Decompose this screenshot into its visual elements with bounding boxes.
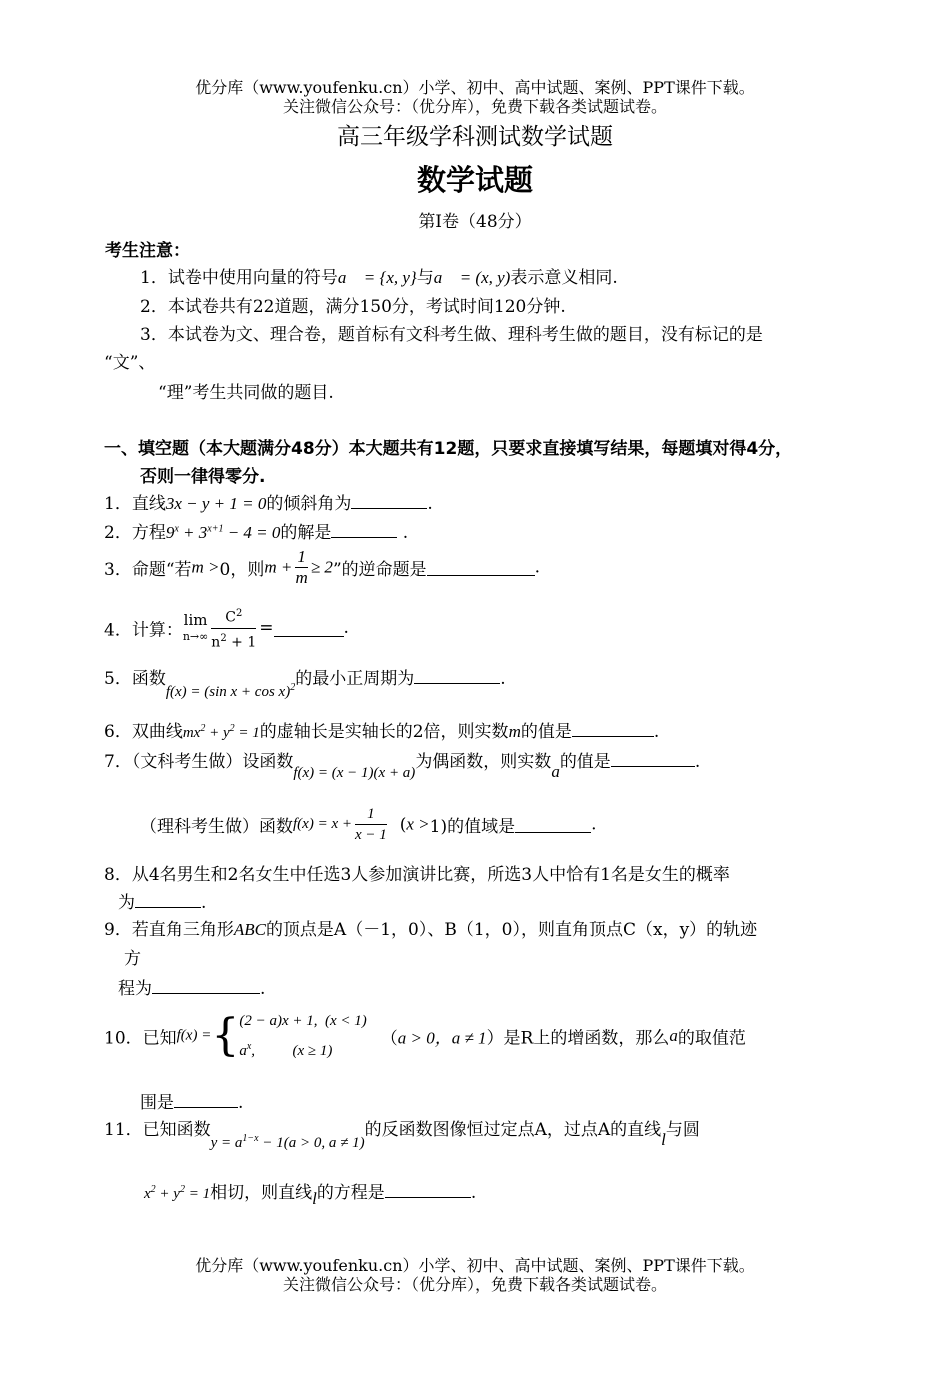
question-3: 3．命题“若m >0，则m + $\frac{1}{m}$ ≥ 2”的逆命题是 . [104,547,541,587]
q10-piecewise: (2 − a)x + 1, (x < 1) $a^x$, (x ≥ 1) [239,1013,367,1059]
vector-coord-notation: a⃗ = (x, y) [433,268,511,287]
notice-item-1: 1．试卷中使用向量的符号a⃗ = {x, y}与a⃗ = (x, y)表示意义相同. [140,268,618,288]
header-line-2: 关注微信公众号：（优分库），免费下载各类试题试卷。 [282,97,667,116]
q2-formula: $9^x + 3^{x+1} - 4 = 0$ [165,523,281,542]
footer-line-1: 优分库（www.youfenku.cn）小学、初中、高中试题、案例、PPT课件下载。 [195,1256,755,1275]
answer-blank-4[interactable] [274,620,344,637]
notice-item-3-end: “理”考生共同做的题目. [158,383,334,403]
exam-subtitle: 数学试题 [416,163,533,197]
notice-item-3: 3．本试卷为文、理合卷，题首标有文科考生做、理科考生做的题目，没有标记的是 [140,325,763,345]
answer-blank-11[interactable] [385,1181,471,1198]
question-7-science: （理科考生做）函数f(x) = x + $\frac{1}{x - 1}$ (x >1)的值域是 . [140,806,597,843]
question-10-cont: 围是 . [140,1093,244,1113]
answer-blank-7a[interactable] [611,750,695,767]
question-11-cont: $x^2 + y^2 = 1$相切，则直线l的方程是 . [144,1183,477,1208]
answer-blank-10[interactable] [174,1091,238,1108]
q6-formula: $mx^2 + y^2 = 1$ [182,723,260,741]
notice-heading: 考生注意： [105,241,190,261]
section-1-heading: 一、填空题（本大题满分48分）本大题共有12题，只要求直接填写结果，每题填对得4分， [104,439,793,459]
answer-blank-1[interactable] [351,492,427,509]
header-line-1: 优分库（www.youfenku.cn）小学、初中、高中试题、案例、PPT课件下载。 [195,78,755,97]
question-8: 8．从4名男生和2名女生中任选3人参加演讲比赛，所选3人中恰有1名是女生的概率 [104,865,730,885]
q3-fraction: $\frac{1}{m}$ [295,547,308,587]
q7-formula: f(x) = (x − 1)(x + a) [293,765,416,781]
question-9-end: 程为 . [118,979,266,999]
q1-formula: 3x − y + 1 = 0 [165,494,267,513]
exam-title: 高三年级学科测试数学试题 [337,124,613,150]
question-4: 4．计算：lim n→∞ $\frac{C^2}{n^2 + 1}$ = . [104,604,349,652]
answer-blank-8[interactable] [135,891,201,908]
question-2: 2．方程$9^x + 3^{x+1} - 4 = 0$的解是 . [104,523,409,543]
answer-blank-6[interactable] [572,720,654,737]
question-9: 9．若直角三角形ABC的顶点是A（－1，0）、B（1，0），则直角顶点C（x，y）的轨迹 [104,920,758,940]
vector-set-notation: a⃗ = {x, y} [337,268,417,287]
answer-blank-2[interactable] [331,521,397,538]
q11-circle: $x^2 + y^2 = 1$ [144,1184,211,1202]
question-5: 5．函数f(x) = (sin x + cos x)$^2$的最小正周期为 . [104,669,506,700]
q4-fraction: $\frac{C^2}{n^2 + 1}$ [211,604,256,652]
q11-formula: $y = a^{1-x} - 1(a > 0$, a ≠ 1) [210,1133,365,1151]
answer-blank-9[interactable] [152,977,260,994]
q5-formula: f(x) = (sin x + cos x)$^2$ [165,682,296,700]
question-1: 1．直线3x − y + 1 = 0的倾斜角为 . [104,494,433,514]
question-11: 11．已知函数$y = a^{1-x} - 1(a > 0$, a ≠ 1)的反函数图像恒过定点A，过点A的直线l与圆 [104,1120,700,1151]
q4-limit: lim n→∞ [182,610,209,643]
volume-label: 第Ⅰ卷（48分） [418,212,532,232]
answer-blank-3[interactable] [427,559,535,576]
footer-line-2: 关注微信公众号：（优分库），免费下载各类试题试卷。 [282,1275,667,1294]
question-10: 10．已知f(x) ={(2 − a)x + 1, (x < 1) $a^x$, (x ≥ 1)（a > 0，a ≠ 1）是R上的增函数，那么a的取值范 [104,1008,746,1064]
answer-blank-7b[interactable] [515,816,591,833]
q10-brace: { [211,1010,240,1061]
answer-blank-5[interactable] [414,667,500,684]
notice-item-2: 2．本试卷共有22道题，满分150分，考试时间120分钟. [140,297,566,317]
question-9-cont: 方 [124,949,141,969]
notice-item-3-cont: “文”、 [104,353,156,373]
question-6: 6．双曲线$mx^2 + y^2 = 1$的虚轴长是实轴长的2倍，则实数m的值是 . [104,722,660,742]
question-7-arts: 7．（文科考生做）设函数f(x) = (x − 1)(x + a)为偶函数，则实数a的值是 . [104,752,701,781]
q7b-fraction: $\frac{1}{x - 1}$ [354,806,387,843]
section-1-heading-cont: 否则一律得零分. [140,467,266,487]
question-8-cont: 为 . [118,893,207,913]
